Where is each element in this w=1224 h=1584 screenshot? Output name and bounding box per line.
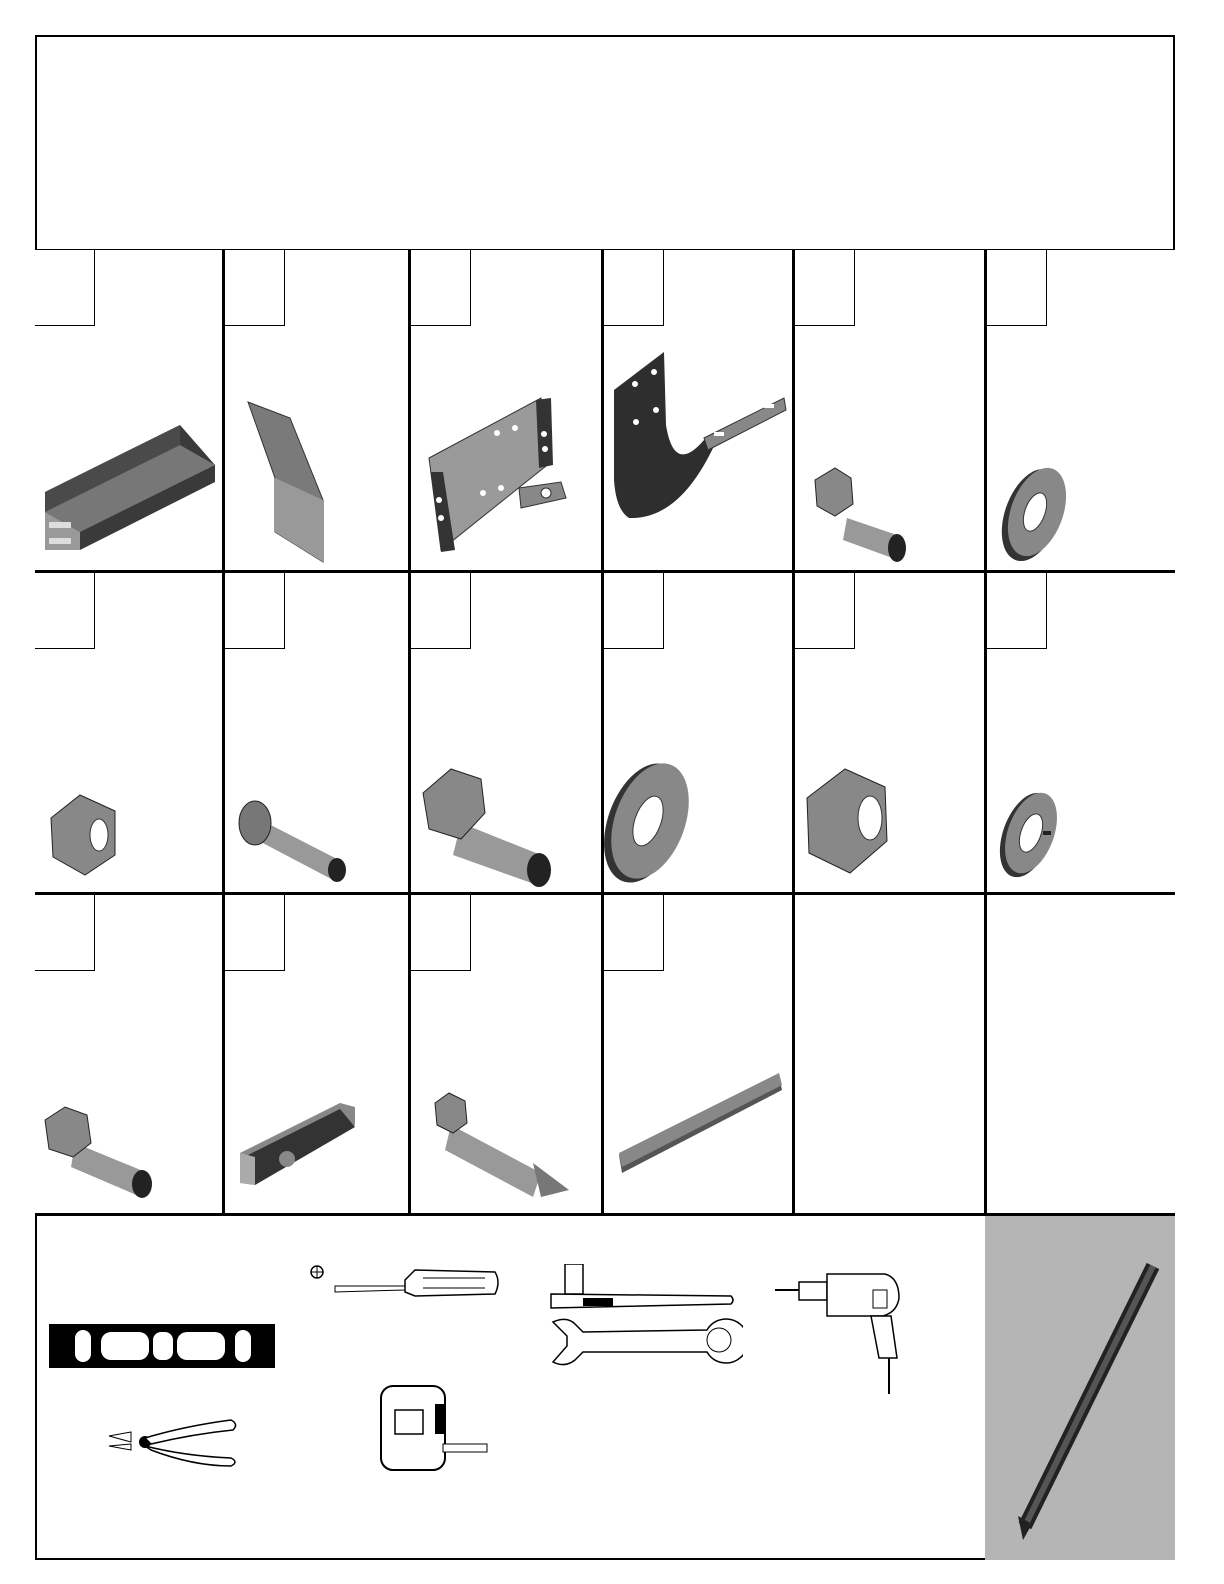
part-cell-13 <box>35 895 225 1216</box>
part-cell-18 <box>987 895 1175 1216</box>
part-cell-11 <box>795 573 987 895</box>
part-cell-8 <box>225 573 411 895</box>
part-cell-12 <box>987 573 1175 895</box>
hex-nut-icon <box>35 573 225 895</box>
combination-wrench-icon <box>547 1316 743 1368</box>
part-cell-5 <box>795 250 987 573</box>
parts-grid <box>35 250 1175 1216</box>
part-cell-4 <box>604 250 795 573</box>
part-cell-17 <box>795 895 987 1216</box>
flat-bar-icon <box>604 895 795 1216</box>
power-drill-icon <box>775 1264 907 1396</box>
part-cell-9 <box>411 573 604 895</box>
tape-measure-icon <box>379 1384 491 1476</box>
large-hex-nut-icon <box>795 573 987 895</box>
pointed-bolt-icon <box>411 895 604 1216</box>
part-cell-7 <box>35 573 225 895</box>
large-flat-washer-icon <box>604 573 795 895</box>
phillips-screwdriver-icon <box>305 1258 505 1298</box>
part-cell-1 <box>35 250 225 573</box>
page-header <box>35 35 1175 252</box>
hex-bolt-icon <box>795 250 987 573</box>
lock-washer-icon <box>987 573 1175 895</box>
part-cell-14 <box>225 895 411 1216</box>
carriage-bolt-icon <box>225 573 411 895</box>
part-cell-3 <box>411 250 604 573</box>
flat-washer-icon <box>987 250 1175 573</box>
channel-rail-icon <box>35 250 225 573</box>
part-cell-2 <box>225 250 411 573</box>
pliers-icon <box>105 1416 241 1470</box>
spirit-level-icon <box>49 1324 277 1370</box>
short-hex-bolt-icon <box>35 895 225 1216</box>
large-hex-bolt-icon <box>411 573 604 895</box>
part-cell-16 <box>604 895 795 1216</box>
spacer-block-icon <box>225 895 411 1216</box>
curved-bracket-icon <box>604 250 795 573</box>
part-cell-6 <box>987 250 1175 573</box>
drill-bit-photo-icon <box>985 1216 1175 1560</box>
part-cell-15 <box>411 895 604 1216</box>
mounting-bracket-icon <box>411 250 604 573</box>
angled-plate-icon <box>225 250 411 573</box>
part-cell-10 <box>604 573 795 895</box>
